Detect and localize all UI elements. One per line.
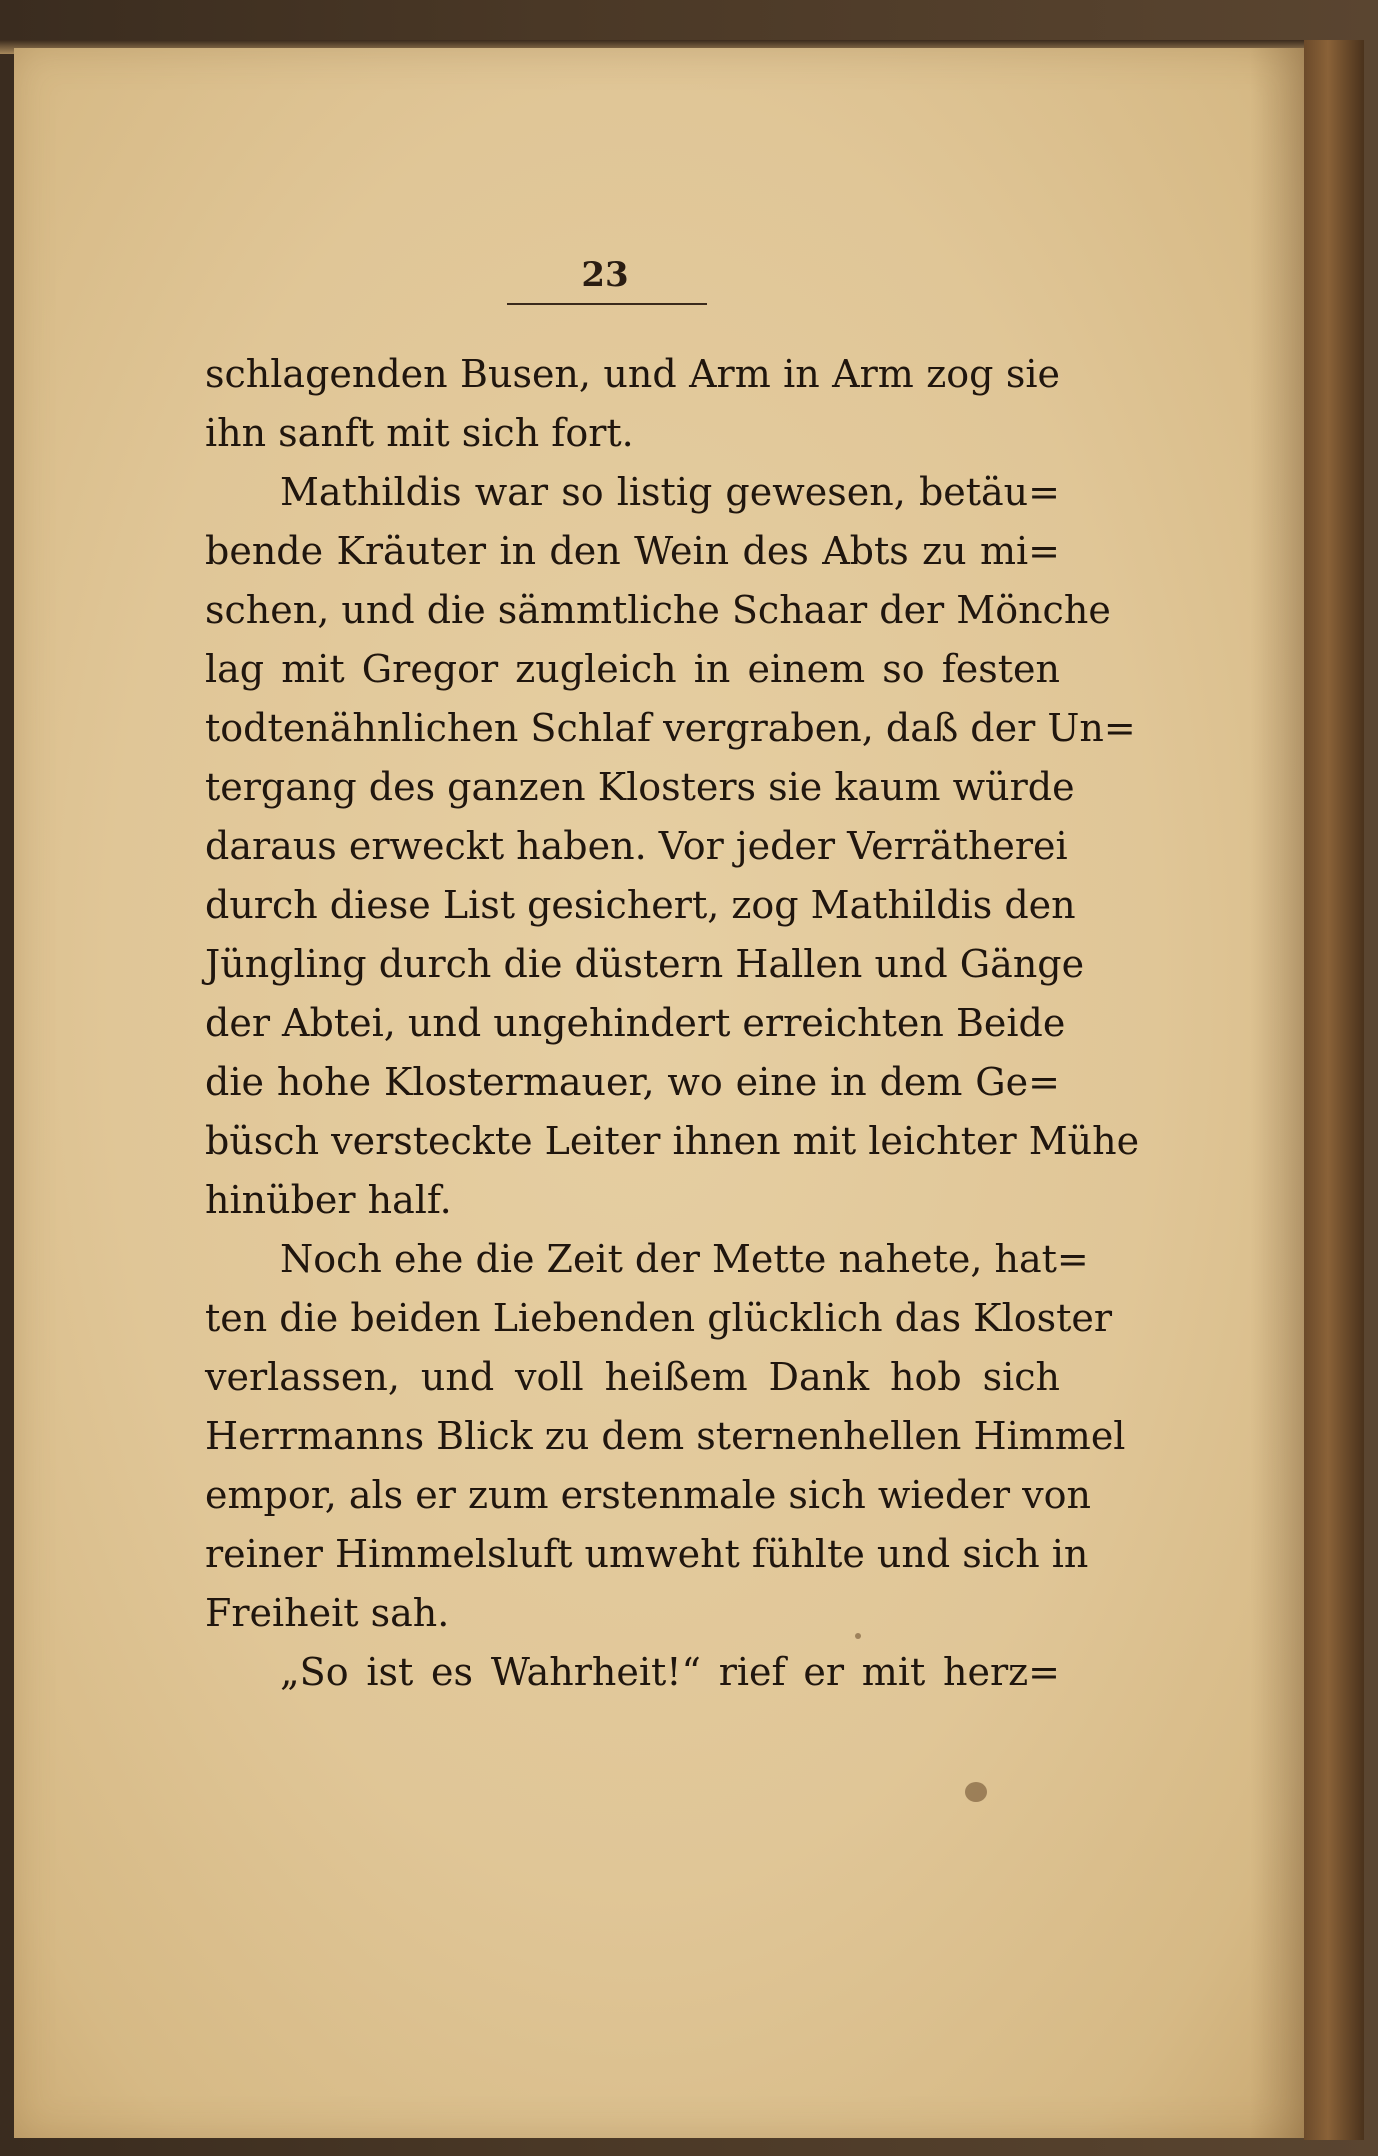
text-line: [205, 817, 1068, 876]
text-line-content: schlagenden Busen, und Arm in Arm zog sie: [205, 352, 1060, 396]
page-edge-shadow: [1250, 48, 1304, 2138]
text-line-content: ten die beiden Liebenden glücklich das Kloster: [205, 1296, 1113, 1340]
text-line: [205, 935, 1085, 994]
text-line: [205, 1230, 1089, 1289]
text-line: [205, 522, 1060, 581]
text-line-content: reiner Himmelsluft umweht fühlte und sich in: [205, 1532, 1089, 1576]
text-line: [205, 345, 1060, 404]
text-line: [205, 1584, 1060, 1643]
page-number: 23: [581, 255, 629, 295]
text-line-content: lag mit Gregor zugleich in einem so festen: [205, 647, 1060, 691]
text-line-content: hinüber half.: [205, 1178, 452, 1222]
text-line-content: daraus erweckt haben. Vor jeder Verrätherei: [205, 824, 1068, 868]
text-line-content: schen, und die sämmtliche Schaar der Mönche: [205, 588, 1111, 632]
text-line-content: Jüngling durch die düstern Hallen und Gänge: [205, 942, 1085, 986]
text-line: [205, 1112, 1140, 1171]
text-line: [205, 994, 1066, 1053]
text-line-content: die hohe Klostermauer, wo eine in dem Ge=: [205, 1060, 1060, 1104]
text-line-content: durch diese List gesichert, zog Mathildis den: [205, 883, 1076, 927]
text-line: [205, 1053, 1060, 1112]
text-line-content: Herrmanns Blick zu dem sternenhellen Himmel: [205, 1414, 1126, 1458]
header-rule: [507, 303, 707, 305]
text-line-content: Noch ehe die Zeit der Mette nahete, hat=: [280, 1237, 1089, 1281]
text-line-content: der Abtei, und ungehindert erreichten Beide: [205, 1001, 1066, 1045]
text-line: [205, 1171, 1060, 1230]
text-line: [205, 1643, 1060, 1702]
text-line: [205, 1525, 1089, 1584]
text-line-content: bende Kräuter in den Wein des Abts zu mi=: [205, 529, 1060, 573]
text-line-content: verlassen, und voll heißem Dank hob sich: [205, 1355, 1060, 1399]
text-line: [205, 404, 1060, 463]
text-line-content: „So ist es Wahrheit!“ rief er mit herz=: [280, 1650, 1060, 1694]
text-line: [205, 699, 1136, 758]
text-line: [205, 758, 1075, 817]
text-line-content: tergang des ganzen Klosters sie kaum würde: [205, 765, 1075, 809]
body-text: [205, 345, 1140, 1702]
text-line: [205, 463, 1060, 522]
text-line-content: Freiheit sah.: [205, 1591, 450, 1635]
text-line-content: ihn sanft mit sich fort.: [205, 411, 634, 455]
text-line-content: büsch versteckte Leiter ihnen mit leichter Mühe: [205, 1119, 1140, 1163]
book-cover-edge: [1304, 40, 1364, 2140]
text-line: [205, 1348, 1060, 1407]
text-line-content: Mathildis war so listig gewesen, betäu=: [280, 470, 1060, 514]
text-line: [205, 1407, 1126, 1466]
text-line: [205, 1466, 1091, 1525]
text-line: [205, 581, 1111, 640]
text-line-content: todtenähnlichen Schlaf vergraben, daß der Un=: [205, 706, 1136, 750]
text-line-content: empor, als er zum erstenmale sich wieder von: [205, 1473, 1091, 1517]
text-line: [205, 876, 1076, 935]
text-line: [205, 1289, 1113, 1348]
ink-stain: [965, 1782, 987, 1802]
text-line: [205, 640, 1060, 699]
